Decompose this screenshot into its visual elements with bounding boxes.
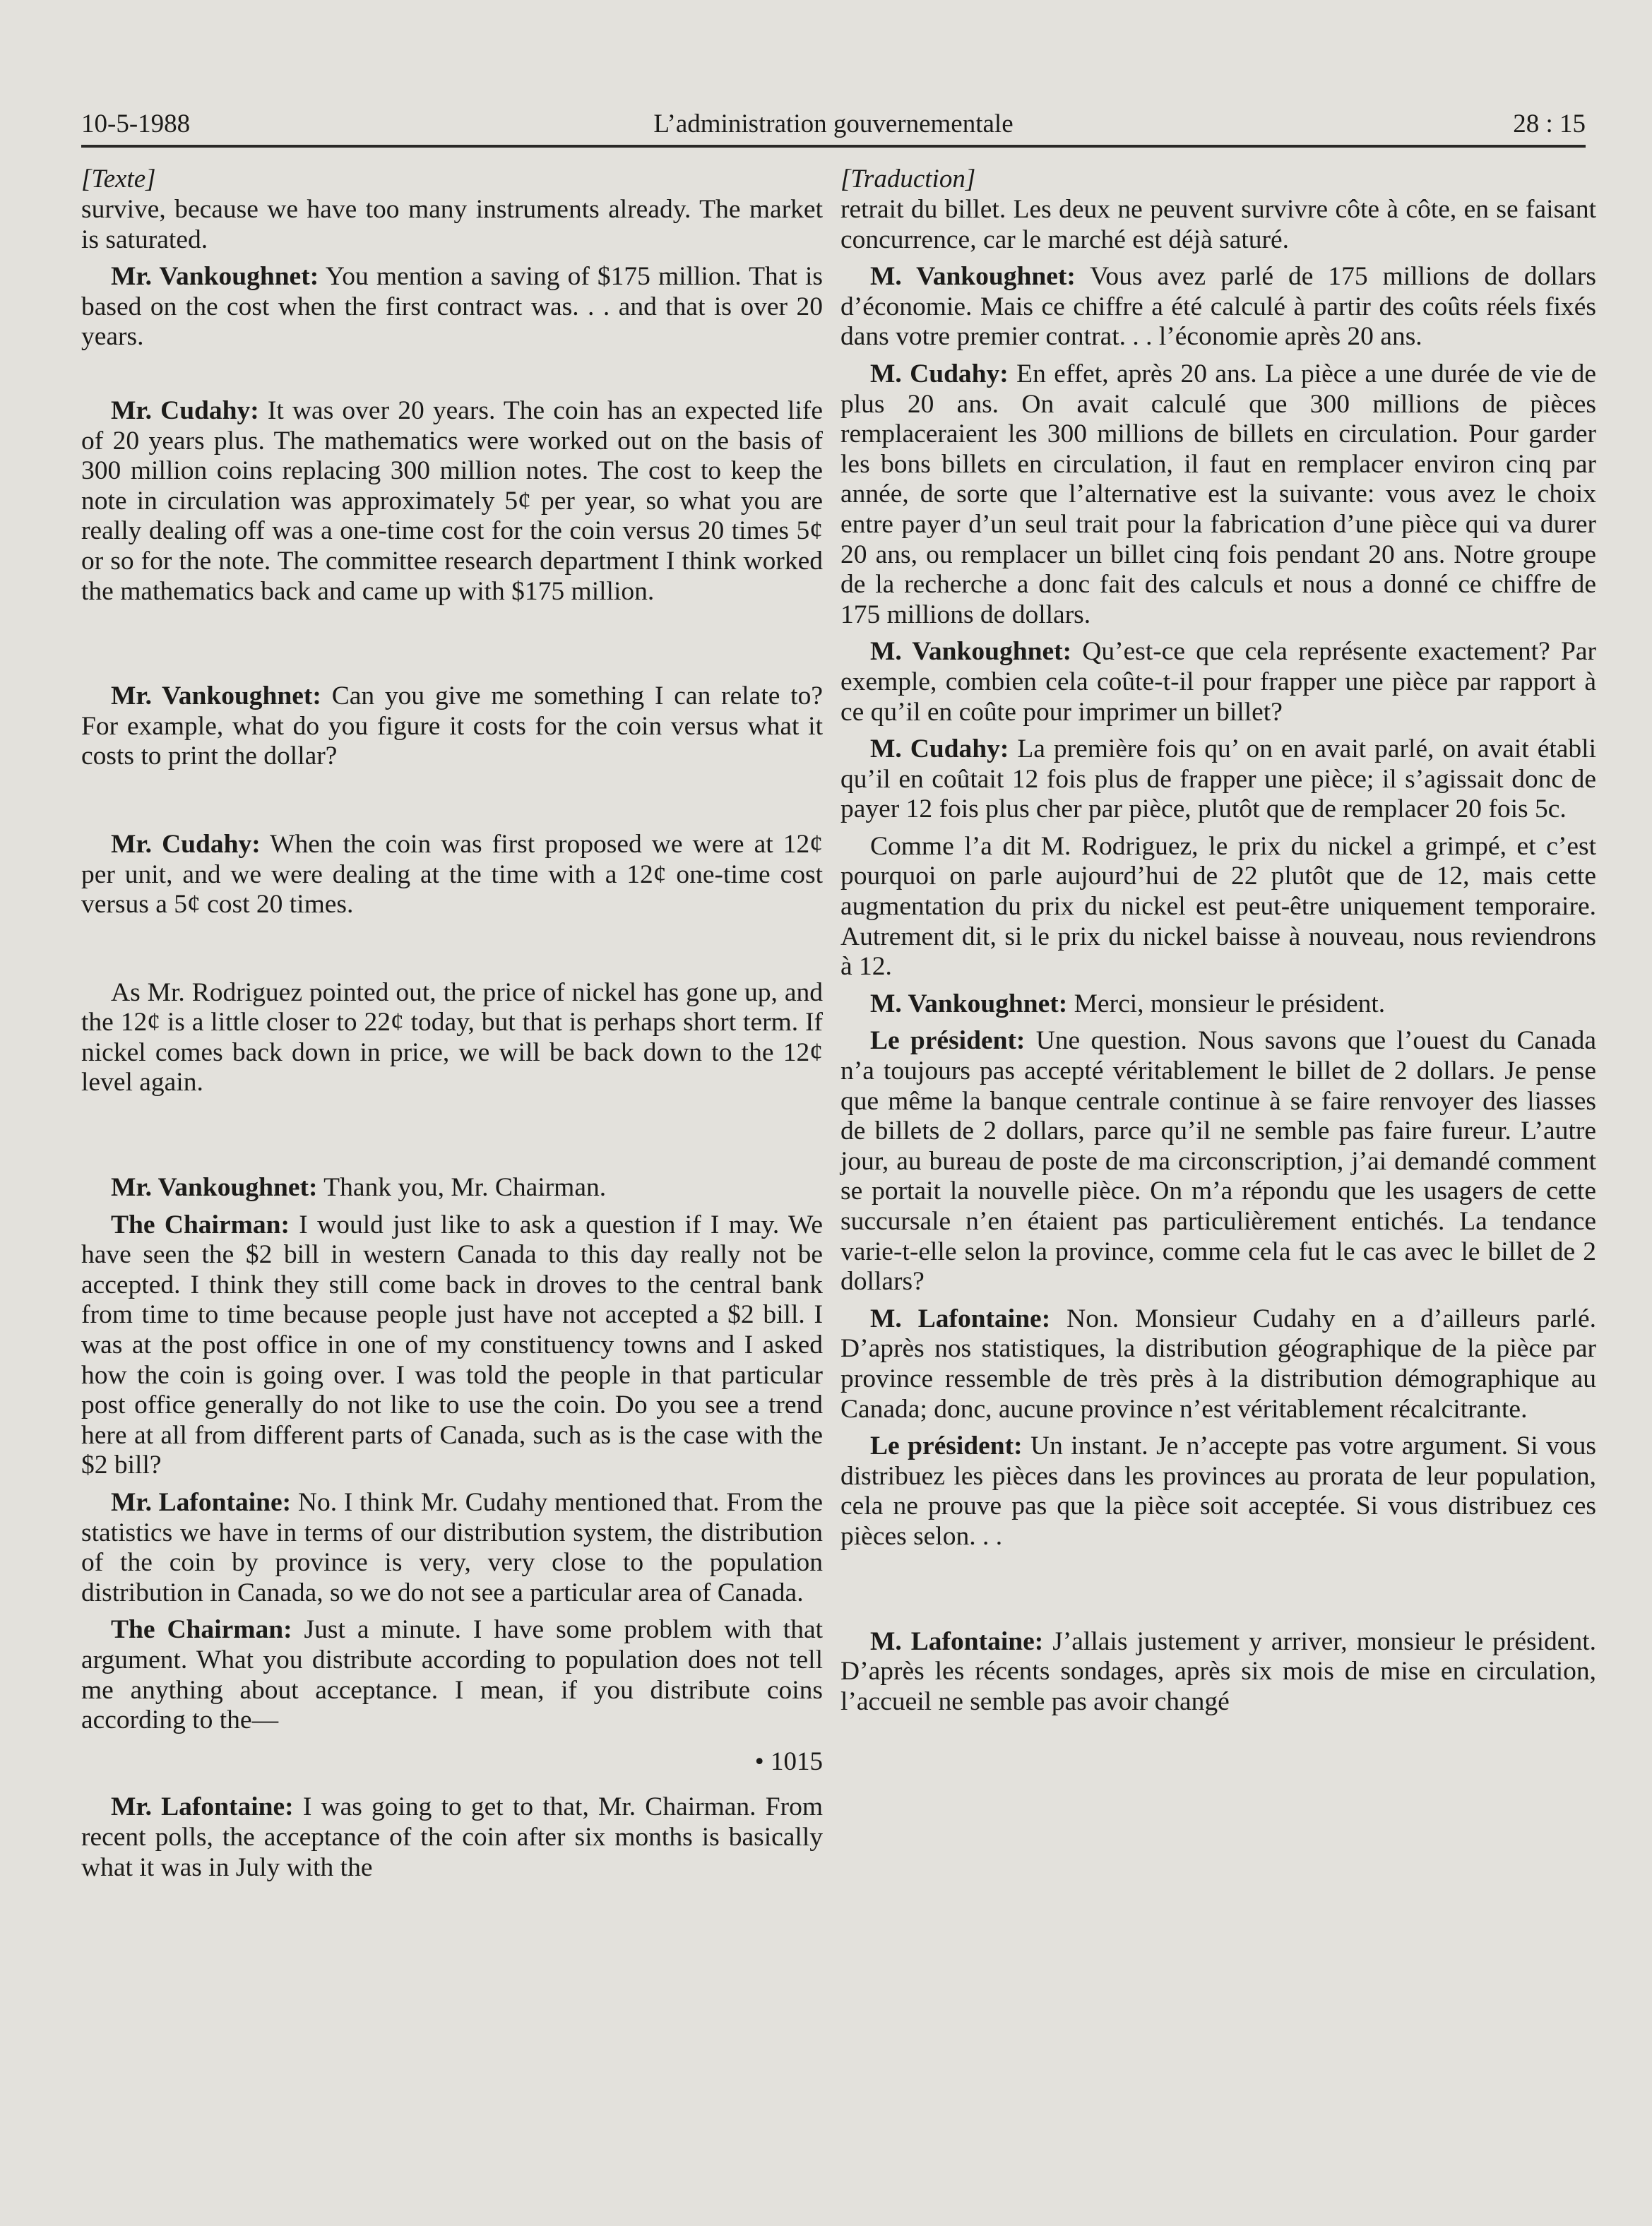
speech-text: Non. Monsieur Cudahy en a d’ailleurs parlé. D’après nos statistiques, la distribution géographique de la pièce par province ressemble de très près à la distribution démographique au Canada; donc, aucune province n’est véritablement récalcitrante. (840, 1304, 1596, 1424)
english-column (81, 164, 823, 1883)
speech-text: You mention a saving of $175 million. That is based on the cost when the first contract was. . . and that is over 20 years. (81, 262, 823, 352)
speaker-name: M. Lafontaine: (870, 1626, 1044, 1656)
paragraph (81, 682, 823, 772)
speech-text: Thank you, Mr. Chairman. (317, 1173, 607, 1203)
paragraph (840, 989, 1596, 1020)
speaker-name: M. Vankoughnet: (870, 637, 1072, 667)
column-tag: [Traduction] (840, 165, 976, 194)
speech-text: J’allais justement y arriver, monsieur le président. D’après les récents sondages, après six mois de mise en circulation, l’accueil ne semble pas avoir changé (840, 1626, 1596, 1716)
paragraph: survive, because we have too many instruments already. The market is saturated. (81, 195, 823, 254)
paragraph (840, 1026, 1596, 1297)
paragraph (81, 1173, 823, 1203)
paragraph (81, 1488, 823, 1608)
speech-text: When the coin was first proposed we were at 12¢ per unit, and we were dealing at the time with a 12¢ one-time cost versus a 5¢ cost 20 times. (81, 829, 823, 919)
speaker-name: Mr. Vankoughnet: (111, 1173, 318, 1203)
speech-text: Can you give me something I can relate to? For example, what do you figure it costs for the coin versus what it costs to print the dollar? (81, 682, 823, 771)
speech-text: No. I think Mr. Cudahy mentioned that. From the statistics we have in terms of our distribution system, the distribution of the coin by province is very, very close to the population distribution in Canada, so we do not see a particular area of Canada. (81, 1488, 823, 1607)
speech-text: Vous avez parlé de 175 millions de dollars d’économie. Mais ce chiffre a été calculé à partir des coûts réels fixés dans votre premier contrat. . . l’économie après 20 ans. (840, 262, 1596, 352)
speaker-name: M. Cudahy: (870, 359, 1009, 388)
speaker-name: M. Vankoughnet: (870, 262, 1076, 292)
speech-text: Qu’est-ce que cela représente exactement? Par exemple, combien cela coûte-t-il pour frapper une pièce par rapport à ce qu’il en coûte pour imprimer un billet? (840, 637, 1596, 727)
speech-text: La première fois qu’ on en avait parlé, on avait établi qu’il en coûtait 12 fois plus de frapper une pièce; il s’agissait donc de payer 12 fois plus cher par pièce, plutôt que de remplacer 20 fois 5c. (840, 734, 1597, 824)
speaker-name: M. Vankoughnet: (870, 989, 1068, 1018)
speaker-name: M. Lafontaine: (870, 1304, 1051, 1333)
paragraph (81, 1615, 823, 1735)
speaker-name: Le président: (870, 1026, 1026, 1056)
speaker-name: Le président: (870, 1432, 1023, 1461)
speaker-name: M. Cudahy: (870, 734, 1009, 764)
speech-text: En effet, après 20 ans. La pièce a une durée de vie de plus 20 ans. On avait calculé que 300 millions de pièces remplaceraient les 300 millions de billets en circulation. Pour garder les bons billets en circulation, il faut en remplacer environ cinq par année, de sorte que l’alternative est la suivante: vous avez le choix entre payer d’un seul trait pour la fabrication d’une pièce qui va durer 20 ans, ou remplacer un billet cinq fois pendant 20 ans. Notre groupe de la recherche a donc fait des calculs et nous a donné ce chiffre de 175 millions de dollars. (840, 359, 1596, 629)
header-date: 10-5-1988 (81, 109, 191, 138)
speaker-name: Mr. Vankoughnet: (111, 262, 319, 292)
speech-text: Un instant. Je n’accepte pas votre argument. Si vous distribuez les pièces dans les provinces au prorata de leur population, cela ne prouve pas que la pièce soit acceptée. Si vous distribuez ces pièces selon. . . (840, 1432, 1596, 1551)
speaker-name: Mr. Cudahy: (111, 829, 261, 859)
paragraph (840, 734, 1596, 825)
speaker-name: Mr. Lafontaine: (111, 1792, 294, 1822)
paragraph: Comme l’a dit M. Rodriguez, le prix du nickel a grimpé, et c’est pourquoi on parle aujourd’hui de 22 plutôt que de 12, mais cette augmentation du prix du nickel est peut-être uniquement temporaire. Autrement dit, si le prix du nickel baisse à nouveau, nous reviendrons à 12. (840, 831, 1596, 982)
paragraph (81, 396, 823, 607)
paragraph (81, 1792, 823, 1883)
speaker-name: The Chairman: (111, 1615, 292, 1645)
speech-text: I was going to get to that, Mr. Chairman. From recent polls, the acceptance of the coin after six months is basically what it was in July with the (81, 1792, 823, 1882)
paragraph (81, 1210, 823, 1481)
paragraph (81, 830, 823, 920)
paragraph (840, 1432, 1596, 1552)
header-page-number: 28 : 15 (1513, 109, 1586, 138)
speaker-name: The Chairman: (111, 1210, 290, 1239)
speech-text: Just a minute. I have some problem with that argument. What you distribute according to population does not tell me anything about acceptance. I mean, if you distribute coins according to the— (81, 1615, 824, 1735)
paragraph (840, 1627, 1596, 1718)
header-title: L’administration gouvernementale (653, 109, 1014, 138)
paragraph: retrait du billet. Les deux ne peuvent survivre côte à côte, en se faisant concurrence, car le marché est déjà saturé. (840, 195, 1596, 254)
paragraph: As Mr. Rodriguez pointed out, the price of nickel has gone up, and the 12¢ is a little closer to 22¢ today, but that is perhaps short term. If nickel comes back down in price, we will be back down to the 12¢ level again. (81, 977, 823, 1097)
speaker-name: Mr. Vankoughnet: (111, 682, 321, 711)
column-tag: [Texte] (81, 165, 156, 194)
speech-text: Une question. Nous savons que l’ouest du Canada n’a toujours pas accepté véritablement le billet de 2 dollars. Je pense que même la banque centrale continue à se faire renvoyer des liasses de billets de 2 dollars, parce qu’il ne semble pas faire fureur. L’autre jour, au bureau de poste de ma circonscription, j’ai demandé comment se portait la nouvelle pièce. On m’a répondu que les usagers de cette succursale n’en étaient pas particulièrement entichés. La tendance varie-t-elle selon la province, comme cela fut le cas avec le billet de 2 dollars? (840, 1026, 1596, 1297)
paragraph (840, 359, 1596, 630)
paragraph (840, 637, 1596, 727)
paragraph (840, 262, 1596, 352)
french-column (840, 164, 1596, 1717)
paragraph (81, 262, 823, 352)
speaker-name: Mr. Cudahy: (111, 395, 259, 425)
page-header (81, 88, 1586, 148)
time-marker: • 1015 (754, 1746, 823, 1776)
speaker-name: Mr. Lafontaine: (111, 1488, 292, 1517)
paragraph (840, 1304, 1596, 1424)
speech-text: I would just like to ask a question if I may. We have seen the $2 bill in western Canada to this day really not be accepted. I think they still come back in droves to the central bank from time to time because people just have not accepted a $2 bill. I was at the post office in one of my constituency towns and I asked how the coin is going over. I was told the people in that particular post office generally do not like to use the coin. Do you see a trend here at all from different parts of Canada, such as is the case with the $2 bill? (81, 1210, 823, 1480)
speech-text: It was over 20 years. The coin has an expected life of 20 years plus. The mathematics were worked out on the basis of 300 million coins replacing 300 million notes. The cost to keep the note in circulation was approximately 5¢ per year, so what you are really dealing off was a one-time cost for the coin versus 20 times 5¢ or so for the note. The committee research department I think worked the mathematics back and came up with $175 million. (81, 395, 824, 606)
speech-text: Merci, monsieur le président. (1067, 989, 1386, 1018)
